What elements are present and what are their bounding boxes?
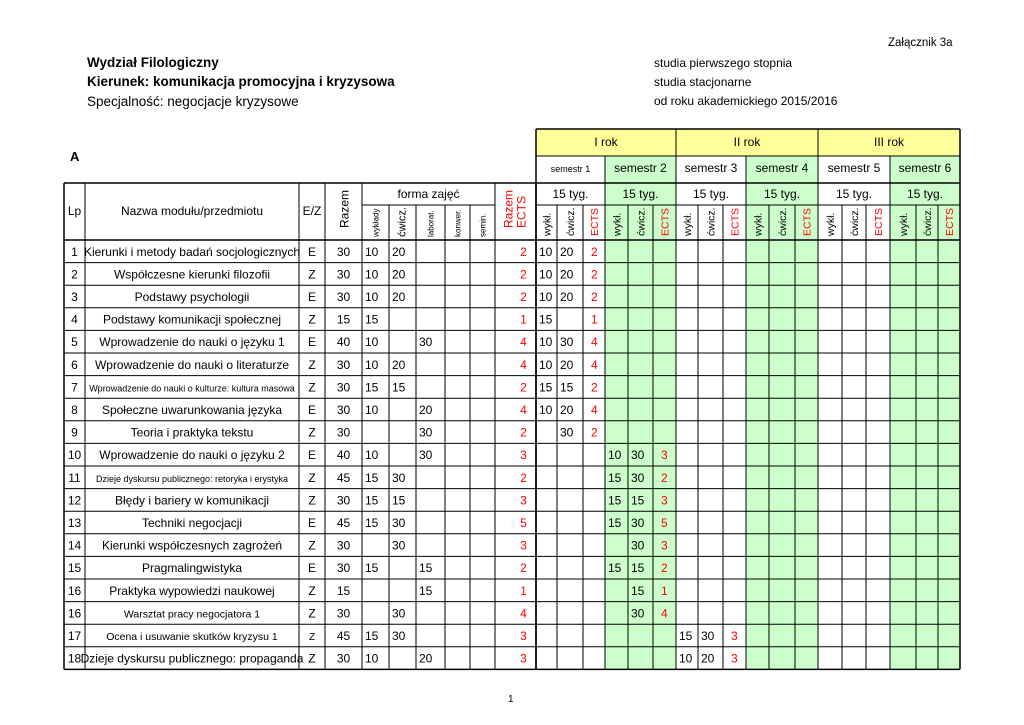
row-name: Warsztat pracy negocjatora 1 bbox=[123, 608, 261, 621]
row-razem: 30 bbox=[336, 606, 351, 621]
row-forma-value: 20 bbox=[419, 651, 433, 666]
razem-ects-header: ECTS bbox=[514, 195, 529, 228]
row-forma-value: 30 bbox=[392, 470, 406, 485]
row-ects: 4 bbox=[520, 335, 527, 350]
row-sem-value: 20 bbox=[560, 290, 574, 304]
semester-header: semestr 4 bbox=[755, 161, 809, 175]
row-sem-value: 15 bbox=[631, 561, 645, 576]
row-forma-value: 15 bbox=[392, 380, 406, 395]
row-sem-value: 30 bbox=[560, 425, 574, 440]
row-lp: 15 bbox=[67, 561, 82, 576]
row-ez: E bbox=[307, 290, 317, 304]
faculty-title: Wydział Filologiczny bbox=[87, 55, 219, 70]
row-sem-value: 10 bbox=[539, 357, 553, 372]
row-lp: 7 bbox=[71, 380, 78, 395]
forma-col-header: semin. bbox=[478, 213, 488, 237]
row-sem-value: 10 bbox=[539, 290, 553, 304]
row-name: Teoria i praktyka tekstu bbox=[130, 425, 254, 440]
row-ects: 4 bbox=[520, 357, 527, 372]
row-forma-value: 20 bbox=[392, 357, 406, 372]
row-forma-value: 10 bbox=[365, 403, 379, 417]
row-name: Społeczne uwarunkowania języka bbox=[101, 403, 283, 417]
specialty-title: Specjalność: negocjacje kryzysowe bbox=[87, 94, 299, 109]
page-number: 1 bbox=[508, 694, 514, 705]
row-sem-ects: 2 bbox=[591, 290, 598, 304]
row-name: Ocena i usuwanie skutków kryzysu 1 bbox=[106, 631, 278, 643]
row-razem: 40 bbox=[336, 448, 351, 463]
row-forma-value: 15 bbox=[419, 583, 433, 598]
row-forma-value: 10 bbox=[365, 651, 379, 666]
row-ects: 4 bbox=[520, 403, 527, 417]
row-lp: 18 bbox=[67, 651, 82, 666]
field-title: Kierunek: komunikacja promocyjna i kryzysowa bbox=[87, 74, 395, 89]
forma-header: forma zajęć bbox=[397, 187, 460, 201]
row-forma-value: 15 bbox=[419, 561, 433, 576]
row-sem-ects: 2 bbox=[591, 380, 598, 395]
row-ez: Z bbox=[308, 470, 316, 485]
razem-header: Razem bbox=[337, 189, 352, 228]
row-sem-ects: 2 bbox=[591, 425, 598, 440]
row-sem-value: 10 bbox=[539, 244, 553, 259]
row-forma-value: 10 bbox=[365, 244, 379, 259]
row-lp: 11 bbox=[68, 470, 81, 485]
study-level: studia pierwszego stopnia bbox=[654, 56, 793, 70]
row-forma-value: 15 bbox=[392, 493, 406, 508]
row-sem-value: 20 bbox=[560, 267, 574, 282]
row-sem-value: 30 bbox=[631, 606, 645, 621]
row-sem-ects: 1 bbox=[591, 312, 598, 327]
weeks-header: 15 tyg. bbox=[692, 187, 730, 201]
row-sem-ects: 4 bbox=[591, 403, 598, 417]
row-forma-value: 15 bbox=[365, 493, 379, 508]
row-sem-ects: 3 bbox=[731, 651, 738, 666]
row-sem-value: 15 bbox=[608, 516, 622, 530]
row-ects: 2 bbox=[520, 470, 527, 485]
row-sem-ects: 1 bbox=[661, 583, 668, 598]
row-razem: 30 bbox=[336, 244, 351, 259]
row-razem: 30 bbox=[336, 380, 351, 395]
row-sem-value: 30 bbox=[631, 538, 645, 553]
row-lp: 16 bbox=[67, 583, 82, 598]
sem-col-header: ECTS bbox=[873, 207, 885, 236]
row-ects: 2 bbox=[520, 561, 527, 576]
row-ects: 3 bbox=[520, 538, 527, 553]
sem-col-header: wykł. bbox=[541, 212, 554, 236]
row-sem-value: 15 bbox=[608, 493, 622, 508]
row-ez: E bbox=[307, 516, 317, 530]
row-razem: 30 bbox=[336, 561, 351, 576]
row-forma-value: 30 bbox=[392, 516, 406, 530]
sem-col-header: ECTS bbox=[659, 207, 672, 236]
row-lp: 12 bbox=[67, 493, 82, 508]
row-name: Wprowadzenie do nauki o języku 1 bbox=[99, 335, 285, 350]
row-ez: E bbox=[307, 335, 317, 350]
row-ez: E bbox=[307, 403, 317, 417]
row-sem-ects: 3 bbox=[731, 629, 738, 643]
row-forma-value: 10 bbox=[365, 335, 379, 350]
row-ez: E bbox=[307, 448, 317, 463]
row-razem: 45 bbox=[336, 629, 351, 643]
row-ez: Z bbox=[308, 651, 316, 666]
row-forma-value: 15 bbox=[365, 516, 379, 530]
row-ects: 3 bbox=[520, 651, 527, 666]
row-sem-value: 30 bbox=[631, 448, 645, 463]
row-lp: 8 bbox=[71, 403, 78, 417]
row-sem-value: 10 bbox=[539, 403, 553, 417]
row-name: Dzieje dyskursu publicznego: propaganda bbox=[80, 651, 304, 666]
row-name: Współczesne kierunki filozofii bbox=[113, 267, 271, 282]
row-razem: 30 bbox=[336, 425, 351, 440]
row-sem-value: 15 bbox=[539, 312, 553, 327]
weeks-header: 15 tyg. bbox=[835, 187, 873, 201]
row-sem-value: 30 bbox=[560, 335, 574, 350]
semester-header: semestr 6 bbox=[898, 161, 952, 175]
row-sem-ects: 3 bbox=[661, 493, 668, 508]
row-name: Wprowadzenie do nauki o literaturze bbox=[94, 357, 290, 372]
row-sem-value: 20 bbox=[560, 403, 574, 417]
row-forma-value: 30 bbox=[419, 335, 433, 350]
row-name: Wprowadzenie do nauki o kulturze: kultura masowa bbox=[89, 383, 295, 394]
sem-col-header: ćwicz. bbox=[922, 207, 934, 236]
row-sem-ects: 5 bbox=[661, 516, 668, 530]
sem-col-header: wykł. bbox=[825, 212, 837, 236]
row-forma-value: 15 bbox=[365, 470, 379, 485]
row-ez: Z bbox=[308, 583, 316, 598]
row-ects: 2 bbox=[520, 380, 527, 395]
sem-col-header: wykł. bbox=[752, 212, 765, 236]
row-forma-value: 10 bbox=[365, 448, 379, 463]
sem-col-header: wykł. bbox=[611, 212, 624, 236]
row-ects: 3 bbox=[520, 629, 527, 643]
row-sem-ects: 4 bbox=[591, 335, 598, 350]
razem-ects-header: Razem bbox=[501, 189, 516, 228]
row-name: Praktyka wypowiedzi naukowej bbox=[109, 583, 275, 598]
forma-col-header: wykłady bbox=[371, 208, 381, 237]
row-forma-value: 15 bbox=[365, 561, 379, 576]
sem-col-header: ćwicz. bbox=[565, 207, 577, 236]
sem-col-header: ćwicz. bbox=[849, 207, 861, 236]
row-forma-value: 30 bbox=[392, 629, 406, 643]
row-ects: 2 bbox=[520, 425, 527, 440]
section-label: A bbox=[70, 149, 80, 164]
row-lp: 1 bbox=[71, 244, 78, 259]
row-sem-value: 20 bbox=[560, 357, 574, 372]
row-lp: 6 bbox=[71, 357, 78, 372]
row-lp: 16 bbox=[67, 606, 82, 621]
sem-col-header: wykł. bbox=[682, 212, 694, 236]
row-name: Kierunki współczesnych zagrożeń bbox=[101, 538, 283, 553]
row-razem: 30 bbox=[336, 290, 351, 304]
name-header: Nazwa modułu/przedmiotu bbox=[120, 204, 264, 218]
row-ez: Z bbox=[308, 267, 316, 282]
row-sem-value: 30 bbox=[631, 516, 645, 530]
sem-col-header: ćwicz. bbox=[635, 207, 648, 236]
row-forma-value: 20 bbox=[392, 290, 406, 304]
row-forma-value: 10 bbox=[365, 267, 379, 282]
row-sem-value: 20 bbox=[701, 651, 715, 666]
row-sem-value: 30 bbox=[701, 629, 715, 643]
row-name: Dzieje dyskursu publicznego: retoryka i erystyka bbox=[95, 473, 289, 484]
row-forma-value: 30 bbox=[419, 425, 433, 440]
forma-col-header: laborat. bbox=[426, 210, 436, 237]
row-razem: 30 bbox=[336, 267, 351, 282]
lp-header: Lp bbox=[67, 204, 82, 218]
row-ects: 5 bbox=[520, 516, 527, 530]
row-forma-value: 20 bbox=[392, 244, 406, 259]
row-lp: 14 bbox=[67, 538, 82, 553]
sem-col-header: ECTS bbox=[944, 207, 956, 236]
row-razem: 30 bbox=[336, 651, 351, 666]
row-sem-value: 10 bbox=[679, 651, 693, 666]
weeks-header: 15 tyg. bbox=[763, 187, 801, 201]
semester-header: semestr 1 bbox=[550, 164, 591, 174]
sem-col-header: ćwicz. bbox=[705, 207, 718, 236]
row-sem-value: 15 bbox=[539, 380, 553, 395]
row-sem-ects: 2 bbox=[661, 470, 668, 485]
row-ects: 2 bbox=[520, 290, 527, 304]
row-sem-ects: 2 bbox=[591, 267, 598, 282]
row-forma-value: 10 bbox=[365, 357, 379, 372]
row-sem-value: 15 bbox=[631, 583, 645, 598]
row-razem: 15 bbox=[336, 583, 351, 598]
row-ez: Z bbox=[308, 632, 316, 643]
row-ects: 1 bbox=[520, 583, 527, 598]
row-lp: 17 bbox=[67, 629, 82, 643]
row-ez: Z bbox=[308, 380, 316, 395]
row-lp: 9 bbox=[71, 425, 78, 440]
semester-header: semestr 2 bbox=[614, 161, 667, 175]
row-ez: Z bbox=[308, 493, 316, 508]
row-name: Błędy i bariery w komunikacji bbox=[114, 493, 270, 508]
row-razem: 40 bbox=[336, 335, 351, 350]
row-lp: 4 bbox=[71, 312, 78, 327]
row-sem-value: 15 bbox=[560, 380, 574, 395]
weeks-header: 15 tyg. bbox=[552, 187, 589, 201]
row-ects: 1 bbox=[520, 312, 527, 327]
sem-col-header: ECTS bbox=[589, 207, 601, 236]
weeks-header: 15 tyg. bbox=[622, 187, 659, 201]
row-sem-ects: 2 bbox=[591, 244, 598, 259]
sem-col-header: wykł. bbox=[898, 212, 910, 236]
attachment-label: Załącznik 3a bbox=[888, 37, 953, 49]
sem-col-header: ćwicz. bbox=[777, 207, 789, 236]
row-forma-value: 10 bbox=[365, 290, 379, 304]
row-lp: 2 bbox=[71, 267, 78, 282]
row-ez: E bbox=[307, 561, 317, 576]
row-razem: 30 bbox=[336, 493, 351, 508]
row-name: Wprowadzenie do nauki o języku 2 bbox=[99, 448, 285, 463]
row-sem-value: 10 bbox=[608, 448, 622, 463]
row-sem-value: 30 bbox=[631, 470, 645, 485]
row-sem-ects: 4 bbox=[661, 606, 668, 621]
row-name: Kierunki i metody badań socjologicznych bbox=[83, 244, 301, 259]
semester-header: semestr 5 bbox=[827, 161, 881, 175]
row-forma-value: 20 bbox=[419, 403, 433, 417]
row-ects: 2 bbox=[520, 267, 527, 282]
row-name: Techniki negocjacji bbox=[141, 516, 243, 530]
row-forma-value: 15 bbox=[365, 380, 379, 395]
year-header: II rok bbox=[733, 135, 761, 149]
row-lp: 3 bbox=[71, 290, 78, 304]
row-ez: E bbox=[307, 244, 317, 259]
row-sem-value: 15 bbox=[608, 470, 622, 485]
row-ects: 3 bbox=[520, 493, 527, 508]
semester-header: semestr 3 bbox=[684, 161, 738, 175]
sem-col-header: ECTS bbox=[801, 207, 814, 236]
row-ez: Z bbox=[308, 312, 316, 327]
row-ects: 4 bbox=[520, 606, 527, 621]
year-header: I rok bbox=[594, 135, 618, 149]
row-sem-value: 10 bbox=[539, 335, 553, 350]
row-sem-value: 20 bbox=[560, 244, 574, 259]
row-forma-value: 30 bbox=[419, 448, 433, 463]
row-sem-ects: 4 bbox=[591, 357, 598, 372]
row-name: Podstawy psychologii bbox=[134, 290, 250, 304]
row-forma-value: 15 bbox=[365, 312, 379, 327]
row-forma-value: 30 bbox=[392, 538, 406, 553]
row-ez: Z bbox=[308, 425, 316, 440]
study-mode: studia stacjonarne bbox=[654, 75, 752, 89]
row-forma-value: 30 bbox=[392, 606, 406, 621]
row-forma-value: 15 bbox=[365, 629, 379, 643]
row-name: Pragmalingwistyka bbox=[141, 561, 243, 576]
row-razem: 15 bbox=[336, 312, 351, 327]
weeks-header: 15 tyg. bbox=[906, 187, 944, 201]
row-ez: Z bbox=[308, 538, 316, 553]
year-header: III rok bbox=[873, 135, 905, 149]
row-lp: 10 bbox=[67, 448, 82, 463]
forma-col-header: ćwicz. bbox=[396, 207, 409, 237]
row-sem-value: 10 bbox=[539, 267, 553, 282]
forma-col-header: konwer. bbox=[453, 209, 463, 237]
row-sem-value: 15 bbox=[679, 629, 693, 643]
row-sem-value: 15 bbox=[631, 493, 645, 508]
row-lp: 13 bbox=[67, 516, 82, 530]
row-razem: 30 bbox=[336, 357, 351, 372]
row-sem-ects: 3 bbox=[661, 538, 668, 553]
row-ez: Z bbox=[308, 357, 316, 372]
row-ects: 3 bbox=[520, 448, 527, 463]
sem-col-header: ECTS bbox=[729, 207, 742, 236]
academic-year: od roku akademickiego 2015/2016 bbox=[654, 94, 838, 108]
ez-header: E/Z bbox=[302, 204, 322, 218]
row-razem: 30 bbox=[336, 403, 351, 417]
row-forma-value: 20 bbox=[392, 267, 406, 282]
row-sem-ects: 2 bbox=[661, 561, 668, 576]
row-sem-ects: 3 bbox=[661, 448, 668, 463]
row-razem: 30 bbox=[336, 538, 351, 553]
row-razem: 45 bbox=[336, 470, 351, 485]
row-razem: 45 bbox=[336, 516, 351, 530]
row-ects: 2 bbox=[520, 244, 527, 259]
row-name: Podstawy komunikacji społecznej bbox=[102, 312, 282, 327]
row-sem-value: 15 bbox=[608, 561, 622, 576]
row-ez: Z bbox=[308, 606, 316, 621]
row-lp: 5 bbox=[71, 335, 78, 350]
